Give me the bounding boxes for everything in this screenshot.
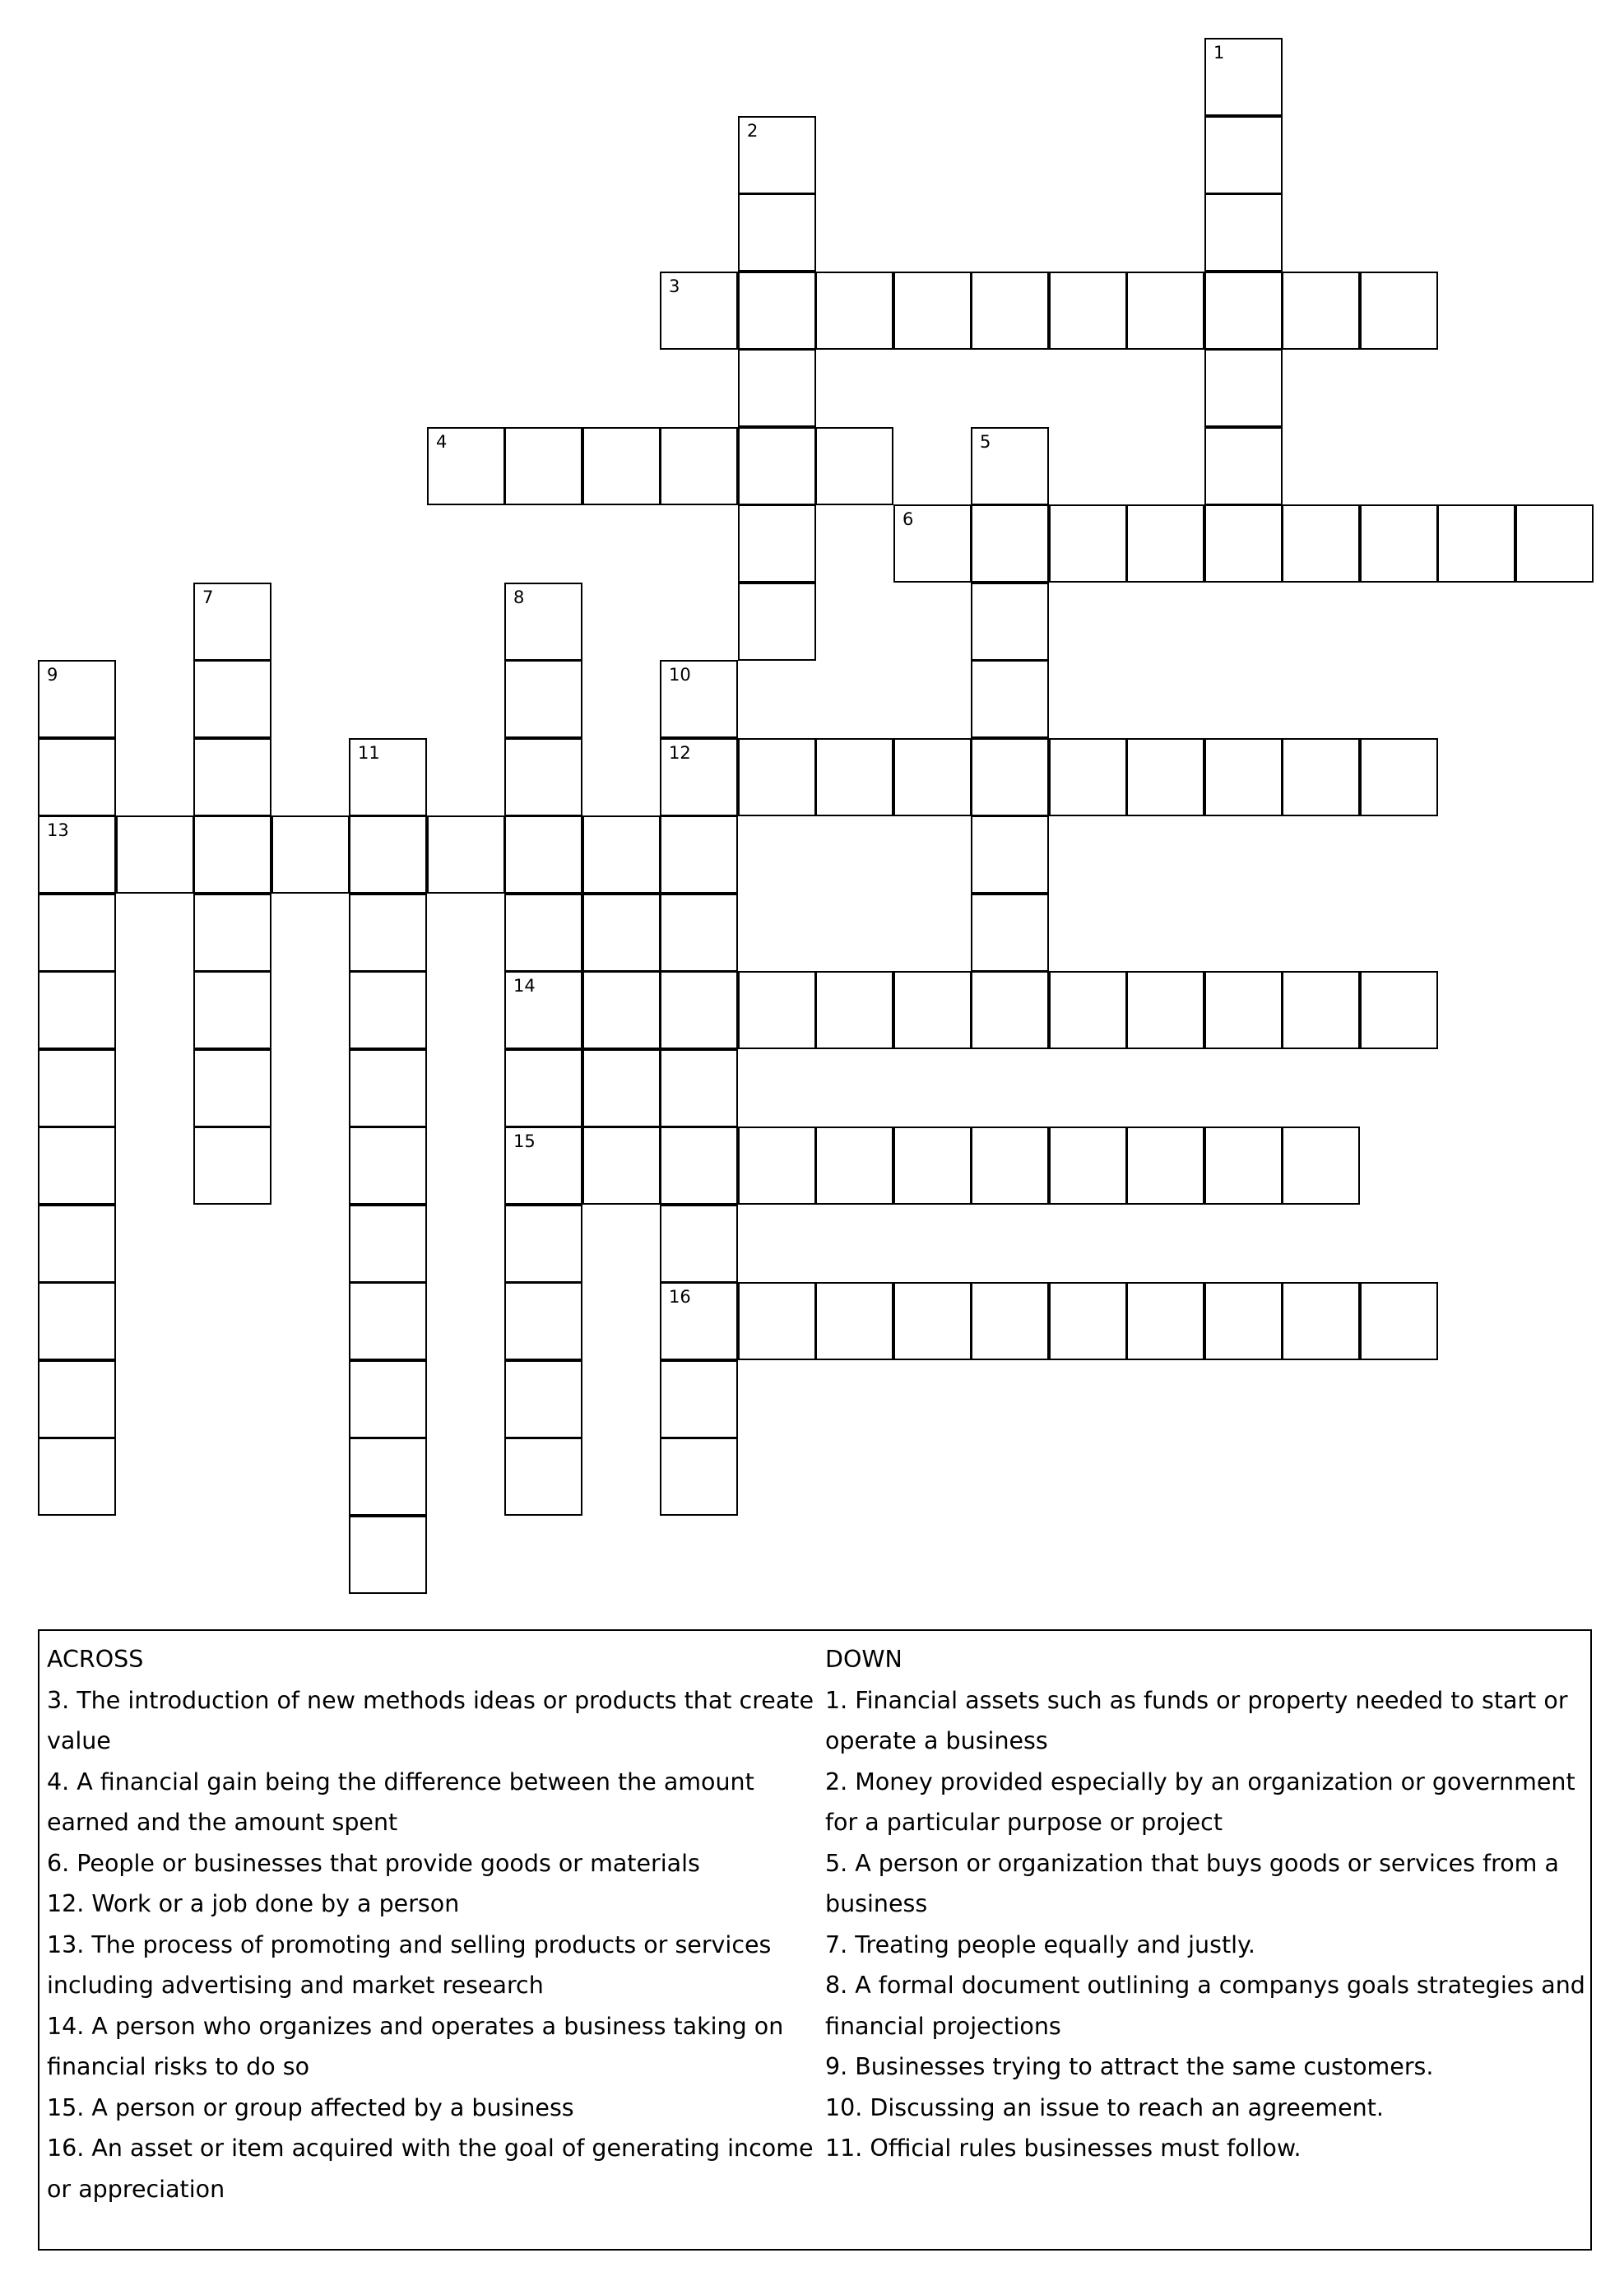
grid-cell[interactable] [971,583,1049,661]
grid-cell[interactable] [1204,38,1283,116]
grid-cell[interactable] [38,660,116,738]
clues-box [38,1629,1592,2251]
grid-cell[interactable] [815,971,893,1049]
down-clue: 9. Businesses trying to attract the same customers. [825,2053,1434,2080]
clue-number: 15 [513,1131,536,1151]
grid-cell[interactable] [504,815,582,894]
down-heading: DOWN [825,1646,902,1673]
grid-cell[interactable] [1360,1282,1438,1360]
down-clue: 7. Treating people equally and justly. [825,1930,1255,1958]
grid-cell[interactable] [1126,1127,1204,1205]
grid-cell[interactable] [971,1127,1049,1205]
grid-cell[interactable] [1204,504,1283,583]
grid-cell[interactable] [504,1127,582,1205]
grid-cell[interactable] [893,1282,972,1360]
grid-cell[interactable] [1049,1282,1127,1360]
grid-cell[interactable] [1204,738,1283,816]
grid-cell[interactable] [738,738,816,816]
grid-cell[interactable] [349,894,427,972]
grid-cell[interactable] [38,894,116,972]
grid-cell[interactable] [893,738,972,816]
grid-cell[interactable] [660,971,738,1049]
grid-cell[interactable] [38,1282,116,1360]
grid-cell[interactable] [893,1127,972,1205]
grid-cell[interactable] [349,1438,427,1516]
across-clue: 3. The introduction of new methods ideas or products that create value [47,1686,814,1754]
clue-number: 1 [1213,43,1225,63]
clue-number: 2 [747,121,759,141]
grid-cell[interactable] [271,815,350,894]
clue-number: 7 [202,588,214,607]
clue-number: 3 [669,276,680,296]
grid-cell[interactable] [660,738,738,816]
grid-cell[interactable] [738,272,816,350]
grid-cell[interactable] [738,193,816,272]
grid-cell[interactable] [660,272,738,350]
grid-cell[interactable] [1204,349,1283,427]
grid-cell[interactable] [504,583,582,661]
grid-cell[interactable] [893,272,972,350]
grid-cell[interactable] [1437,504,1515,583]
grid-cell[interactable] [504,971,582,1049]
grid-cell[interactable] [815,738,893,816]
grid-cell[interactable] [1049,1127,1127,1205]
grid-cell[interactable] [193,815,271,894]
clue-number: 9 [47,665,58,685]
down-clue: 2. Money provided especially by an organization or government for a particular purpose or project [825,1768,1575,1836]
grid-cell[interactable] [349,738,427,816]
across-clues [47,1639,828,2209]
grid-cell[interactable] [971,504,1049,583]
grid-cell[interactable] [660,1282,738,1360]
down-clues [825,1639,1586,2169]
grid-cell[interactable] [738,349,816,427]
grid-cell[interactable] [38,1438,116,1516]
grid-cell[interactable] [738,971,816,1049]
grid-cell[interactable] [738,116,816,194]
grid-cell[interactable] [660,894,738,972]
down-clue: 8. A formal document outlining a companys goals strategies and financial projections [825,1972,1585,2040]
grid-cell[interactable] [349,971,427,1049]
grid-cell[interactable] [427,815,505,894]
grid-cell[interactable] [971,738,1049,816]
grid-cell[interactable] [660,427,738,505]
down-clue: 5. A person or organization that buys goods or services from a business [825,1849,1559,1917]
grid-cell[interactable] [38,738,116,816]
grid-cell[interactable] [1204,427,1283,505]
grid-cell[interactable] [349,1516,427,1594]
across-clue: 6. People or businesses that provide goods or materials [47,1849,700,1877]
grid-cell[interactable] [427,427,505,505]
clue-number: 13 [47,820,69,840]
grid-cell[interactable] [38,815,116,894]
across-clue: 16. An asset or item acquired with the goal of generating income or appreciation [47,2135,814,2203]
grid-cell[interactable] [1049,272,1127,350]
grid-cell[interactable] [582,971,661,1049]
grid-cell[interactable] [738,1282,816,1360]
clue-number: 8 [513,588,525,607]
grid-cell[interactable] [1282,1127,1360,1205]
clue-number: 12 [669,743,691,763]
grid-cell[interactable] [1360,272,1438,350]
down-clue: 10. Discussing an issue to reach an agreement. [825,2093,1384,2121]
grid-cell[interactable] [193,1049,271,1127]
grid-cell[interactable] [582,1127,661,1205]
grid-cell[interactable] [1204,193,1283,272]
grid-cell[interactable] [1282,272,1360,350]
grid-cell[interactable] [504,894,582,972]
grid-cell[interactable] [1282,738,1360,816]
grid-cell[interactable] [1126,272,1204,350]
grid-cell[interactable] [349,1360,427,1438]
grid-cell[interactable] [1126,738,1204,816]
grid-cell[interactable] [660,1049,738,1127]
grid-cell[interactable] [971,971,1049,1049]
grid-cell[interactable] [1282,971,1360,1049]
grid-cell[interactable] [504,738,582,816]
down-clue: 11. Official rules businesses must follow. [825,2135,1302,2162]
grid-cell[interactable] [738,427,816,505]
grid-cell[interactable] [504,1205,582,1283]
grid-cell[interactable] [1282,1282,1360,1360]
grid-cell[interactable] [1360,971,1438,1049]
clue-number: 6 [902,509,914,529]
grid-cell[interactable] [815,1282,893,1360]
grid-cell[interactable] [738,583,816,661]
grid-cell[interactable] [971,660,1049,738]
grid-cell[interactable] [504,1282,582,1360]
grid-cell[interactable] [349,815,427,894]
grid-cell[interactable] [349,1205,427,1283]
down-clue: 1. Financial assets such as funds or property needed to start or operate a business [825,1686,1568,1754]
clue-number: 5 [980,432,991,452]
across-clue: 15. A person or group affected by a business [47,2093,574,2121]
grid-cell[interactable] [971,894,1049,972]
grid-cell[interactable] [38,1049,116,1127]
grid-cell[interactable] [349,1049,427,1127]
grid-cell[interactable] [38,971,116,1049]
grid-cell[interactable] [349,1127,427,1205]
grid-cell[interactable] [815,272,893,350]
grid-cell[interactable] [815,1127,893,1205]
grid-cell[interactable] [893,971,972,1049]
grid-cell[interactable] [1204,1127,1283,1205]
grid-cell[interactable] [193,971,271,1049]
grid-cell[interactable] [1049,971,1127,1049]
grid-cell[interactable] [1049,738,1127,816]
grid-cell[interactable] [1515,504,1594,583]
grid-cell[interactable] [893,504,972,583]
grid-cell[interactable] [1282,504,1360,583]
grid-cell[interactable] [193,583,271,661]
grid-cell[interactable] [660,1360,738,1438]
grid-cell[interactable] [738,1127,816,1205]
grid-cell[interactable] [971,427,1049,505]
grid-cell[interactable] [660,1205,738,1283]
grid-cell[interactable] [1204,1282,1283,1360]
grid-cell[interactable] [660,1127,738,1205]
grid-cell[interactable] [193,660,271,738]
grid-cell[interactable] [660,815,738,894]
clue-number: 11 [358,743,380,763]
grid-cell[interactable] [660,660,738,738]
grid-cell[interactable] [116,815,194,894]
grid-cell[interactable] [193,738,271,816]
grid-cell[interactable] [738,504,816,583]
grid-cell[interactable] [504,1049,582,1127]
grid-cell[interactable] [349,1282,427,1360]
grid-cell[interactable] [38,1360,116,1438]
clue-number: 16 [669,1287,691,1307]
across-clue: 12. Work or a job done by a person [47,1890,460,1917]
grid-cell[interactable] [971,815,1049,894]
grid-cell[interactable] [1204,971,1283,1049]
grid-cell[interactable] [582,894,661,972]
across-clue: 14. A person who organizes and operates a business taking on financial risks to do so [47,2012,784,2080]
clue-number: 4 [436,432,448,452]
grid-cell[interactable] [582,427,661,505]
across-clue: 13. The process of promoting and selling products or services including advertising and market research [47,1930,772,1999]
grid-cell[interactable] [1204,272,1283,350]
grid-cell[interactable] [193,1127,271,1205]
grid-cell[interactable] [582,815,661,894]
grid-cell[interactable] [1049,504,1127,583]
across-heading: ACROSS [47,1646,144,1673]
grid-cell[interactable] [38,1127,116,1205]
grid-cell[interactable] [660,1438,738,1516]
grid-cell[interactable] [193,894,271,972]
grid-cell[interactable] [504,427,582,505]
grid-cell[interactable] [1126,1282,1204,1360]
grid-cell[interactable] [504,660,582,738]
grid-cell[interactable] [815,427,893,505]
clue-number: 10 [669,665,691,685]
across-clue: 4. A financial gain being the difference between the amount earned and the amount spent [47,1768,754,1836]
grid-cell[interactable] [971,272,1049,350]
grid-cell[interactable] [1360,738,1438,816]
grid-cell[interactable] [38,1205,116,1283]
grid-cell[interactable] [1204,116,1283,194]
grid-cell[interactable] [1126,971,1204,1049]
grid-cell[interactable] [504,1438,582,1516]
grid-cell[interactable] [582,1049,661,1127]
clue-number: 14 [513,976,536,996]
grid-cell[interactable] [1126,504,1204,583]
grid-cell[interactable] [504,1360,582,1438]
grid-cell[interactable] [971,1282,1049,1360]
grid-cell[interactable] [1360,504,1438,583]
